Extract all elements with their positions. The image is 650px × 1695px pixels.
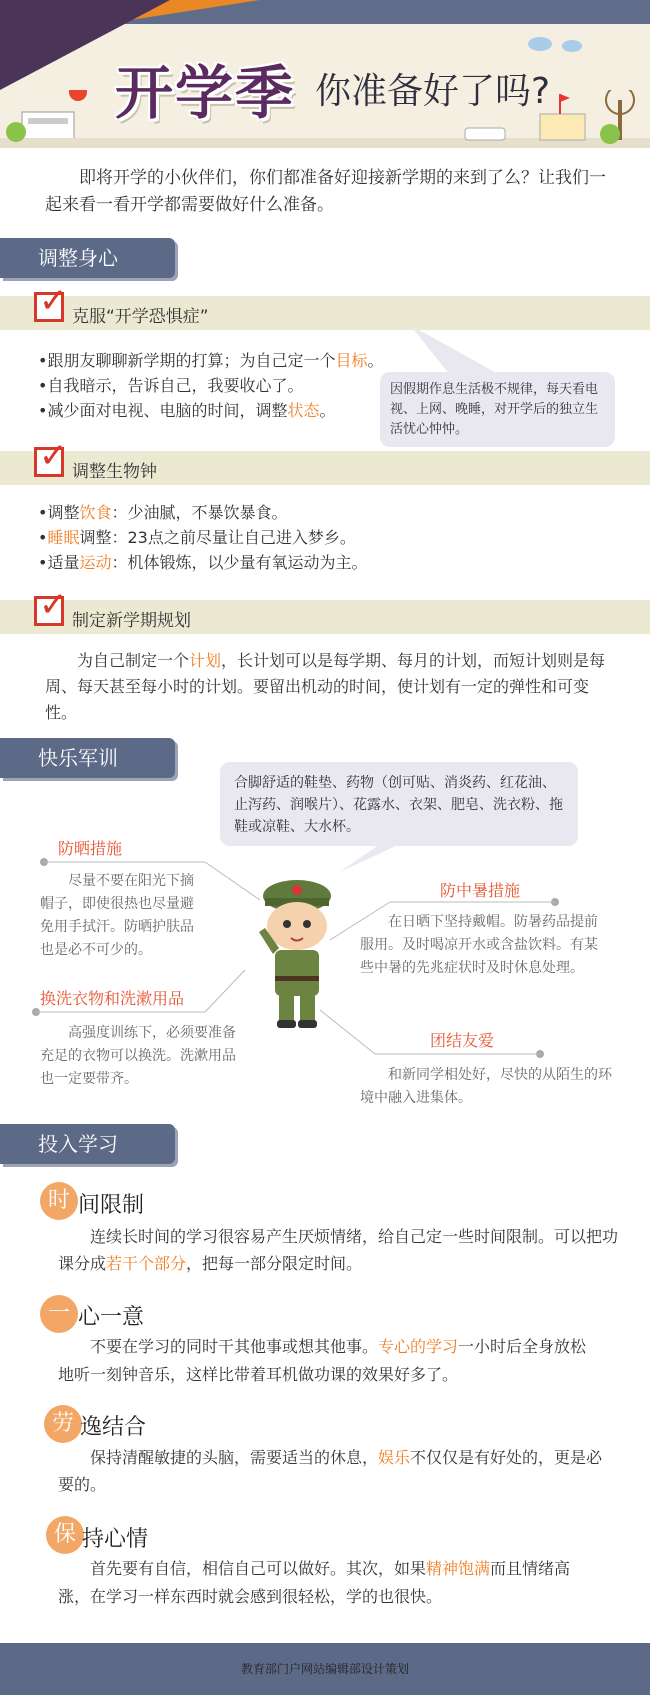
section-tag-adjust: 调整身心 [0, 238, 175, 278]
heading-circle: 时 [40, 1182, 78, 1220]
bullet-line: •适量运动：机体锻炼，以少量有氧运动为主。 [38, 553, 368, 572]
heading-circle: 一 [40, 1295, 78, 1333]
speech-bubble: 因假期作息生活极不规律，每天看电视、上网、晚睡，对开学后的独立生活忧心忡忡。 [380, 372, 615, 447]
checkbox-icon: ✓ [34, 292, 64, 322]
heading-circle: 保 [46, 1516, 84, 1554]
bullet-line: •睡眠调整：23点之前尽量让自己进入梦乡。 [38, 528, 356, 547]
bullet-line: •减少面对电视、电脑的时间，调整状态。 [38, 401, 336, 420]
bullet-line: •跟朋友聊聊新学期的打算；为自己定一个目标。 [38, 351, 384, 370]
subheader-bar-2 [0, 436, 650, 485]
checkbox-icon: ✓ [34, 596, 64, 626]
subheader-bar-3 [0, 585, 650, 634]
subheader-label: 调整生物钟 [72, 462, 157, 482]
tip-text-heatstroke: 在日晒下坚持戴帽。防暑药品提前服用。及时喝凉开水或含盐饮料。有某些中暑的先兆症状时及时休息处理。 [360, 914, 598, 976]
bullet-line: •调整饮食：少油腻，不暴饮暴食。 [38, 503, 288, 522]
plan-paragraph: 为自己制定一个计划，长计划可以是每学期、每月的计划，而短计划则是每周、每天甚至每小时的计划。要留出机动的时间，使计划有一定的弹性和可变性。 [45, 651, 606, 722]
tip-text-unity: 和新同学相处好，尽快的从陌生的环境中融入进集体。 [360, 1067, 612, 1106]
tip-text-sunscreen: 尽量不要在阳光下摘帽子，即使很热也尽量避免用手拭汗。防晒护肤品也是必不可少的。 [40, 873, 194, 958]
checkbox-icon: ✓ [34, 447, 64, 477]
subheader-bar-1 [0, 281, 650, 330]
heading-circle: 劳 [44, 1405, 82, 1443]
intro-text: 即将开学的小伙伴们，你们都准备好迎接新学期的来到了么？让我们一起来看一看开学都需要做好什么准备。 [45, 168, 606, 215]
tip-title-sunscreen: 防晒措施 [58, 839, 123, 858]
bubble-tail [410, 325, 500, 375]
study-heading: 持心情 [82, 1527, 149, 1552]
soldier-illustration [255, 880, 340, 1030]
study-paragraph: 首先要有自信，相信自己可以做好。其次，如果精神饱满而且情绪高涨，在学习一样东西时就会感到很轻松，学的也很快。 [58, 1559, 571, 1606]
bullet-line: •自我暗示，告诉自己，我要收心了。 [38, 376, 304, 395]
tip-text-clothes: 高强度训练下，必须要准备充足的衣物可以换洗。洗漱用品也一定要带齐。 [40, 1025, 236, 1087]
header-banner [0, 0, 650, 148]
subheader-label: 制定新学期规划 [72, 611, 191, 631]
study-heading: 间限制 [78, 1193, 145, 1218]
section-tag-military: 快乐军训 [0, 738, 175, 778]
study-paragraph: 保持清醒敏捷的头脑，需要适当的休息，娱乐不仅仅是有好处的，更是必要的。 [58, 1448, 603, 1494]
banner-title: 开学季 [115, 59, 296, 127]
subheader-label: 克服“开学恐惧症” [72, 307, 209, 327]
study-heading: 心一意 [78, 1305, 145, 1330]
study-paragraph: 连续长时间的学习很容易产生厌烦情绪，给自己定一些时间限制。可以把功课分成若干个部分，把每一部分限定时间。 [58, 1227, 619, 1273]
tip-title-clothes: 换洗衣物和洗漱用品 [40, 989, 185, 1008]
study-heading: 逸结合 [80, 1415, 147, 1440]
tip-title-unity: 团结友爱 [430, 1031, 495, 1050]
tip-title-heatstroke: 防中暑措施 [440, 881, 521, 900]
section-tag-study: 投入学习 [0, 1124, 175, 1164]
footer-credit: 教育部门户网站编辑部设计策划 [0, 1643, 650, 1695]
cloud-icon [520, 30, 590, 60]
supplies-bubble: 合脚舒适的鞋垫、药物（创可贴、消炎药、红花油、止泻药、润喉片）、花露水、衣架、肥皂、洗衣粉、拖鞋或凉鞋、大水杯。 [220, 762, 578, 846]
study-paragraph: 不要在学习的同时干其他事或想其他事。专心的学习一小时后全身放松地听一刻钟音乐，这样比带着耳机做功课的效果好多了。 [58, 1337, 587, 1384]
banner-subtitle: 你准备好了吗? [315, 71, 551, 112]
